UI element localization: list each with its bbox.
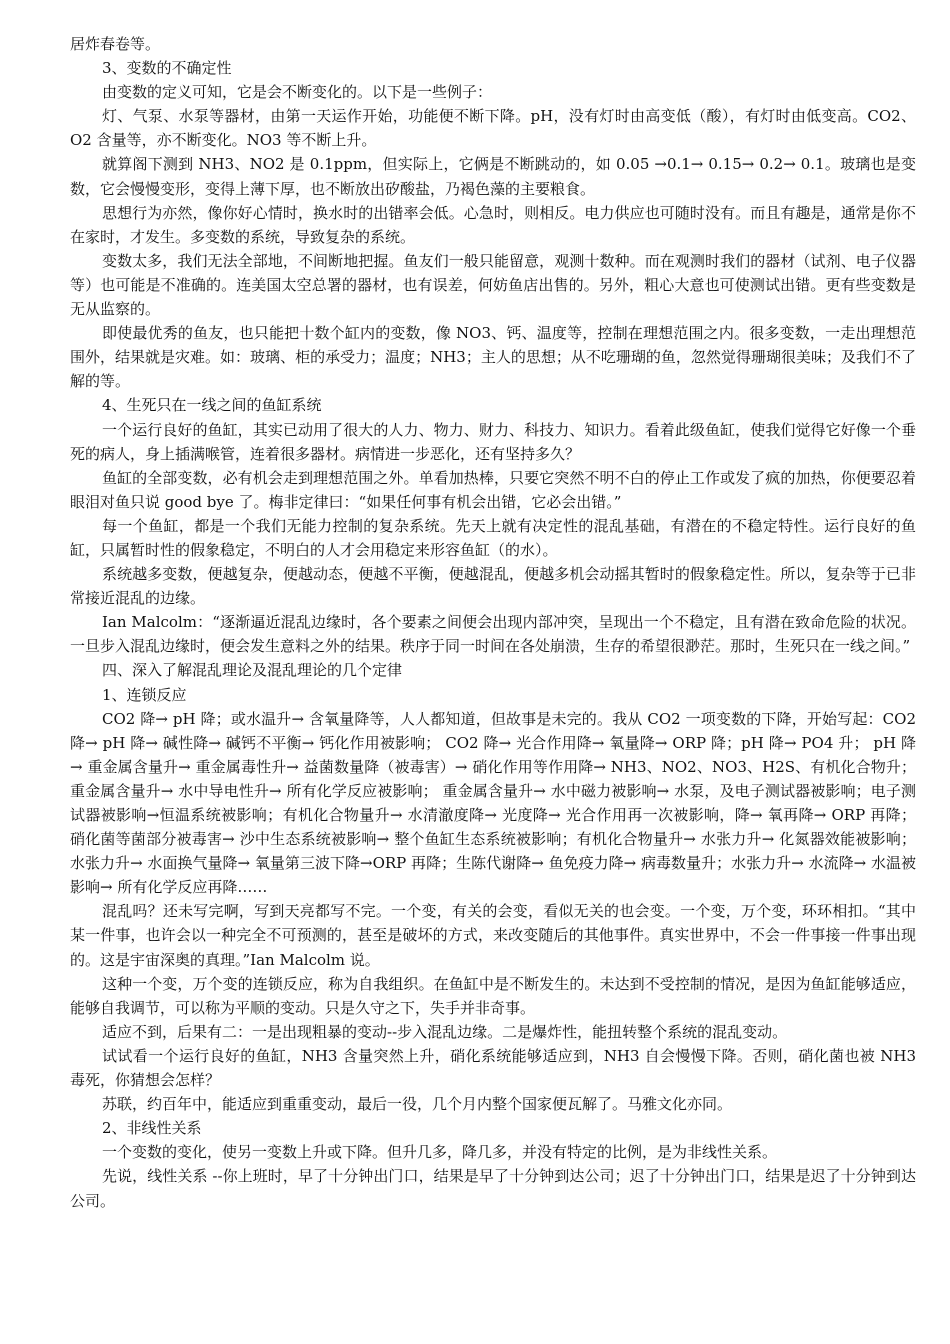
paragraph: 变数太多，我们无法全部地，不间断地把握。鱼友们一般只能留意，观测十数种。而在观测时我们的器材（试剂、电子仪器等）也可能是不准确的。连美国太空总署的器材，也有误差，何妨鱼店出售的。另外，粗心大意也可使测试出错。更有些变数是无从监察的。 <box>70 251 916 319</box>
paragraph: 这种一个变，万个变的连锁反应，称为自我组织。在鱼缸中是不断发生的。未达到不受控制的情况，是因为鱼缸能够适应，能够自我调节，可以称为平顺的变动。只是久守之下，失手并非奇事。 <box>70 974 916 1017</box>
paragraph: CO2 降→ pH 降；或水温升→ 含氧量降等，人人都知道，但故事是未完的。我从 CO2 一项变数的下降，开始写起：CO2 降→ pH 降→ 碱性降→ 碱钙不平衡→ 钙化作用被影响； CO2 降→ 光合作用降→ 氧量降→ ORP 降；pH 降→ PO4 升； pH 降→ 重金属含量升→ 重金属毒性升→ 益菌数量降（被毒害）→ 硝化作用等作用降→ NH3、NO2、NO3、H2S、有机化合物升；重金属含量升→ 水中导电性升→ 所有化学反应被影响； 重金属含量升→ 水中磁力被影响→ 水泵，及电子测试器被影响；电子测试器被影响→恒温系统被影响；有机化合物量升→ 水清澈度降→ 光度降→ 光合作用再一次被影响，降→ 氧再降→ ORP 再降； 硝化菌等菌部分被毒害→ 沙中生态系统被影响→ 整个鱼缸生态系统被影响；有机化合物量升→ 水张力升→ 化氮器效能被影响；水张力升→ 水面换气量降→ 氧量第三波下降→ORP 再降；生陈代谢降→ 鱼免疫力降→ 病毒数量升；水张力升→ 水流降→ 水温被影响→ 所有化学反应再降…… <box>70 709 916 897</box>
paragraph: 思想行为亦然，像你好心情时，换水时的出错率会低。心急时，则相反。电力供应也可随时没有。而且有趣是，通常是你不在家时，才发生。多变数的系统，导致复杂的系统。 <box>70 203 916 246</box>
chapter-heading-chaos-theory: 四、深入了解混乱理论及混乱理论的几个定律 <box>102 661 403 680</box>
paragraph: 每一个鱼缸，都是一个我们无能力控制的复杂系统。先天上就有决定性的混乱基础，有潜在的不稳定特性。运行良好的鱼缸，只属暂时性的假象稳定，不明白的人才会用稳定来形容鱼缸（的水）。 <box>70 516 916 559</box>
section-heading-chain-reaction: 1、连锁反应 <box>102 685 187 704</box>
paragraph: 就算阁下测到 NH3、NO2 是 0.1ppm，但实际上，它俩是不断跳动的，如 0.05 →0.1→ 0.15→ 0.2→ 0.1。玻璃也是变数，它会慢慢变形，变得上薄下厚，也不断放出矽酸盐，乃褐色藻的主要粮食。 <box>70 155 916 198</box>
section-heading-life-and-death: 4、生死只在一线之间的鱼缸系统 <box>102 396 322 415</box>
paragraph: 混乱吗？还未写完啊，写到天亮都写不完。一个变，有关的会变，看似无关的也会变。一个变，万个变，环环相扣。“其中某一件事，也许会以一种完全不可预测的，甚至是破坏的方式，来改变随后的其他事件。真实世界中，不会一件事接一件事出现的。这是宇宙深奥的真理。”Ian Malcolm 说。 <box>70 902 916 969</box>
paragraph: 灯、气泵、水泵等器材，由第一天运作开始，功能便不断下降。pH，没有灯时由高变低（酸），有灯时由低变高。CO2、O2 含量等，亦不断变化。NO3 等不断上升。 <box>70 107 916 150</box>
paragraph: 由变数的定义可知，它是会不断变化的。以下是一些例子： <box>102 83 493 102</box>
paragraph: 即使最优秀的鱼友，也只能把十数个缸内的变数，像 NO3、钙、温度等，控制在理想范围之内。很多变数，一走出理想范围外，结果就是灾难。如：玻璃、柜的承受力；温度；NH3；主人的思想；从不吃珊瑚的鱼，忽然觉得珊瑚很美味；及我们不了解的等。 <box>70 324 916 391</box>
section-heading-nonlinear: 2、非线性关系 <box>102 1119 202 1138</box>
paragraph: 适应不到，后果有二：一是出现粗暴的变动--步入混乱边缘。二是爆炸性，能扭转整个系统的混乱变动。 <box>102 1022 788 1041</box>
paragraph: 居炸春卷等。 <box>70 35 161 53</box>
paragraph: 鱼缸的全部变数，必有机会走到理想范围之外。单看加热棒，只要它突然不明不白的停止工作或发了疯的加热，你便要忍着眼泪对鱼只说 good bye 了。梅非定律曰：“如果任何事有机会出错，它必会出错。” <box>70 468 916 511</box>
paragraph: 一个变数的变化，使另一变数上升或下降。但升几多，降几多，并没有特定的比例，是为非线性关系。 <box>102 1143 778 1162</box>
section-heading-variable-uncertainty: 3、变数的不确定性 <box>102 59 232 78</box>
paragraph: 系统越多变数，便越复杂，便越动态，便越不平衡，便越混乱，便越多机会动摇其暂时的假象稳定性。所以，复杂等于已非常接近混乱的边缘。 <box>70 565 916 608</box>
paragraph: 试试看一个运行良好的鱼缸，NH3 含量突然上升，硝化系统能够适应到，NH3 自会慢慢下降。否则，硝化菌也被 NH3 毒死，你猜想会怎样？ <box>70 1046 916 1090</box>
paragraph: 一个运行良好的鱼缸，其实已动用了很大的人力、物力、财力、科技力、知识力。看着此级鱼缸，使我们觉得它好像一个垂死的病人，身上插满喉管，连着很多器材。病情进一步恶化，还有坚持多久？ <box>70 420 916 463</box>
paragraph: 苏联，约百年中，能适应到重重变动，最后一役，几个月内整个国家便瓦解了。马雅文化亦同。 <box>102 1095 733 1114</box>
paragraph: 先说，线性关系 --你上班时，早了十分钟出门口，结果是早了十分钟到达公司；迟了十分钟出门口，结果是迟了十分钟到达公司。 <box>70 1167 916 1210</box>
quote-paragraph: Ian Malcolm：“逐渐逼近混乱边缘时，各个要素之间便会出现内部冲突，呈现出一个不稳定，且有潜在致命危险的状况。一旦步入混乱边缘时，便会发生意料之外的结果。秩序于同一时间在各处崩溃，生存的希望很渺茫。那时，生死只在一线之间。” <box>70 613 916 656</box>
